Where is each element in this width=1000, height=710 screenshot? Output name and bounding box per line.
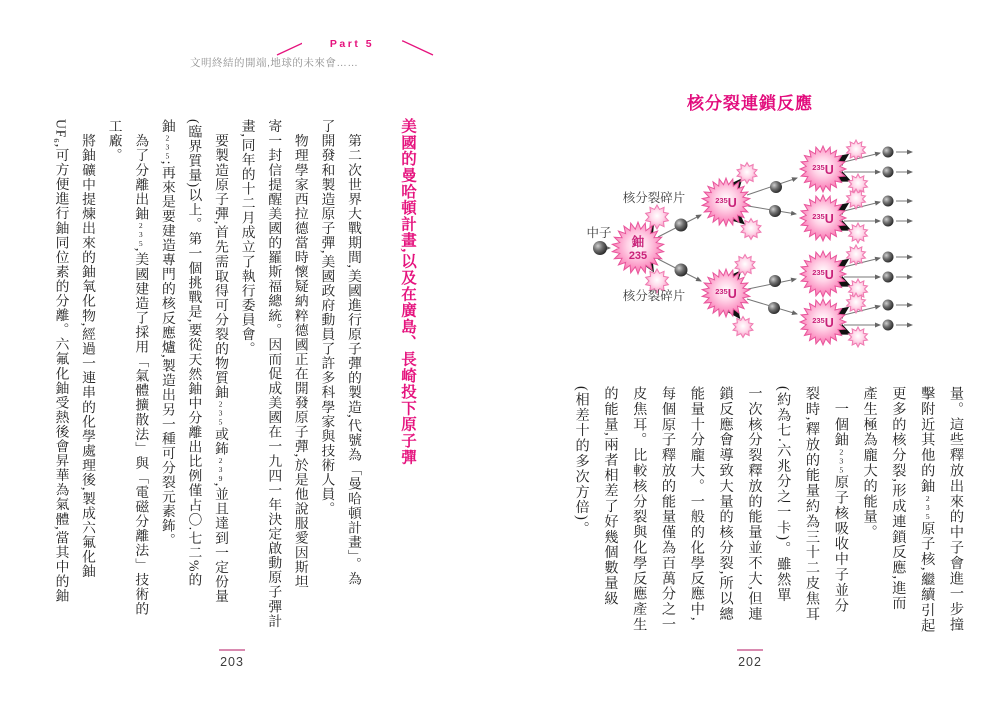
text-column: 要製造原子彈,首先需取得可分裂的物質鈾235或鈽239,並且達到一定份量: [213, 119, 229, 604]
text-column: (相差十的多次方倍)。: [573, 386, 590, 537]
text-column: 第二次世界大戰期間,美國進行原子彈的製造,代號為「曼哈頓計畫」。為: [346, 119, 361, 587]
fission-fragment-node: [733, 317, 753, 338]
fragment-label-top: 核分裂碎片: [622, 191, 686, 205]
neutron-node: [769, 205, 781, 217]
neutron-node: [593, 241, 607, 255]
text-column: 能量十分龐大。一般的化學反應中,: [688, 386, 705, 622]
neutron-node: [675, 219, 688, 232]
header-subtitle: 文明終結的開端,地球的未來會……: [190, 57, 359, 69]
neutron-node: [768, 302, 780, 314]
u235-symbol-label: $^{235}_U$: [715, 287, 737, 301]
diagram-title: 核分裂連鎖反應: [687, 94, 813, 113]
page-203-body-text: [46, 119, 366, 635]
text-column: 為了分離出鈾235,美國建造了採用「氣體擴散法」與「電磁分離法」技術的: [133, 119, 149, 616]
section-heading: 美國的曼哈頓計畫,以及在廣島、長崎投下原子彈: [399, 118, 416, 465]
text-column: 的能量,兩者相差了好幾個數量級: [602, 386, 619, 607]
neutron-node: [883, 320, 894, 331]
u235-symbol-label: $^{235}_U$: [812, 212, 834, 226]
neutron-node: [883, 216, 894, 227]
text-column: UF₆,可方便進行鈾同位素的分離。六氟化鈾受熱後會昇華為氣體,當其中的鈾: [53, 119, 69, 604]
fission-fragment-node: [646, 205, 669, 229]
part-label: Part 5: [302, 38, 402, 50]
page-number-rule: [737, 649, 763, 651]
text-column: 更多的核分裂,形成連鎖反應,進而: [890, 386, 907, 612]
text-column: 擊附近其他的鈾235原子核,繼續引起: [919, 386, 936, 634]
fission-fragment-node: [741, 219, 761, 240]
fission-fragment-node: [849, 327, 868, 347]
page-number-right: 202: [738, 655, 762, 669]
page-number-rule: [219, 649, 245, 651]
text-column: 產生極為龐大的能量。: [861, 386, 878, 540]
text-column: 每個原子釋放的能量僅為百萬分之一: [660, 386, 677, 633]
uranium-235-label: 鈾: [631, 235, 645, 249]
text-column: 將鈾礦中提煉出來的鈾氧化物,經過一連串的化學處理後,製成六氟化鈾: [80, 119, 96, 579]
text-column: 一個鈾235原子核吸收中子並分: [832, 386, 849, 614]
neutron-node: [883, 147, 894, 158]
text-column: (約為七.六兆分之一卡)。雖然單: [775, 386, 792, 603]
neutron-node: [769, 275, 781, 287]
u235-symbol-label: $^{235}_U$: [812, 268, 834, 282]
fission-fragment-node: [849, 223, 868, 243]
text-column: 鈾235;再來是要建造專門的核反應爐,製造出另一種可分裂元素鈽。: [159, 119, 175, 548]
neutron-node: [883, 196, 894, 207]
page-number-left: 203: [220, 655, 244, 669]
u235-symbol-label: $^{235}_U$: [715, 196, 737, 210]
text-column: 畫,同年的十二月成立了執行委員會。: [239, 119, 255, 356]
neutron-node: [770, 181, 782, 193]
neutron-node: [883, 272, 894, 283]
text-column: (臨界質量)以上。第一個挑戰是,要從天然鈾中分離出比例僅占〇.七二%的: [186, 119, 202, 587]
text-column: 物理學家西拉德當時懷疑納粹德國正在開發原子彈,於是他說服愛因斯坦: [292, 119, 308, 589]
neutron-node: [883, 300, 894, 311]
text-column: 寄一封信提醒美國的羅斯福總統。因而促成美國在一九四一年決定啟動原子彈計: [266, 119, 282, 629]
u235-symbol-label: $^{235}_U$: [812, 163, 834, 177]
page-202-body-text: [566, 386, 970, 648]
neutron-node: [675, 264, 688, 277]
neutron-node: [883, 252, 894, 263]
uranium-235-label: 235: [628, 250, 648, 262]
text-column: 裂時,釋放的能量約為三十二皮焦耳: [804, 386, 821, 622]
fission-fragment-node: [737, 163, 757, 184]
text-column: 工廠。: [106, 119, 122, 163]
u235-symbol-label: $^{235}_U$: [812, 316, 834, 330]
neutron-label: 中子: [586, 226, 612, 240]
text-column: 鎖反應會導致大量的核分裂,所以總: [717, 386, 734, 622]
fragment-label-bottom: 核分裂碎片: [622, 289, 686, 303]
text-column: 量。這些釋放出來的中子會進一步撞: [948, 386, 964, 633]
text-column: 皮焦耳。比較核分裂與化學反應產生: [631, 386, 648, 633]
fission-chain-reaction-diagram: [560, 125, 980, 377]
neutron-node: [883, 167, 894, 178]
text-column: 一次核分裂釋放的能量並不大,但連: [746, 386, 763, 622]
text-column: 了開發和製造原子彈,美國政府動員了許多科學家與技術人員。: [319, 119, 335, 517]
